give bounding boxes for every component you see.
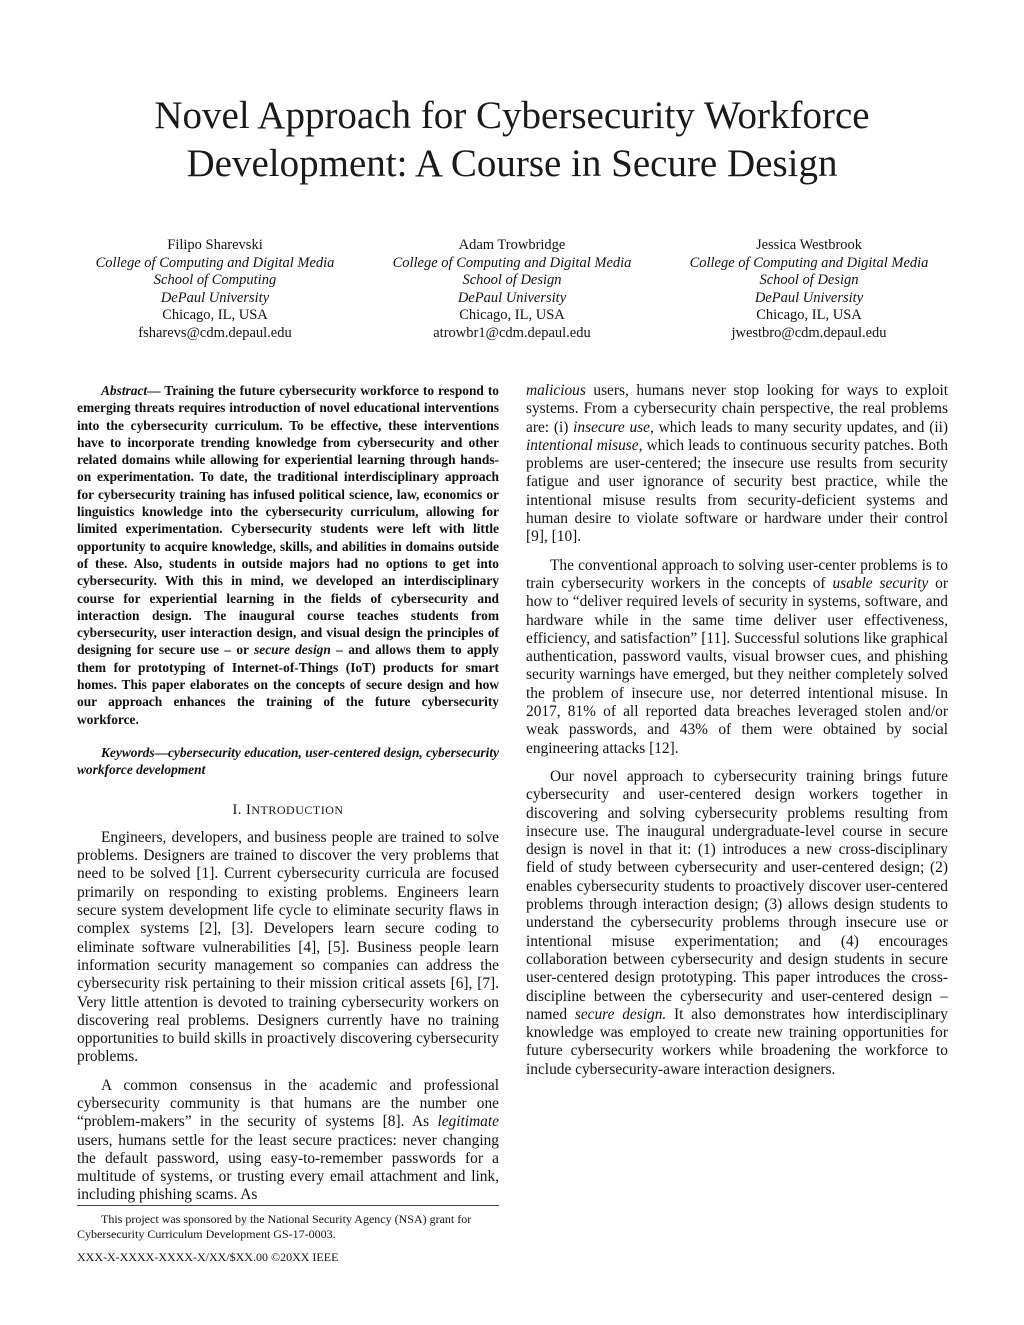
intro-p2-em2: malicious: [526, 382, 586, 399]
intro-p2-e: which leads to continuous security patches. Both problems are user-centered; the insecure use results from security fatigue and user ignorance of security best practice, while the intentional misuse results from security-deficient systems and human desire to violate software or hardware under their control [9], [10].: [526, 436, 948, 546]
author-college: College of Computing and Digital Media: [95, 254, 335, 271]
intro-p4-a: Our novel approach to cybersecurity training brings future cybersecurity and user-centered design workers together in discovering and solving cybersecurity problems resulting from insecure use. The inaugural undergraduate-level course in secure design is novel in that it: (1) introduces a new cross-disciplinary field of study between cybersecurity and user-centered design; (2) enables cybersecurity students to proactively discover user-centered problems through interaction design; (3) allows design students to understand the cybersecurity problems through insecure use or intentional misuse experimentation; and (4) encourages collaboration between cybersecurity and design students in secure user-centered design prototyping. This paper introduces the cross-discipline between the cybersecurity and user-centered design – named: [526, 767, 948, 1023]
paper-title: [100, 92, 924, 188]
section-number: I.: [232, 801, 242, 818]
abstract-dash: —: [147, 383, 165, 398]
author-location: Chicago, IL, USA: [459, 307, 565, 324]
author-1: [70, 237, 360, 343]
author-school: School of Design: [759, 272, 859, 289]
intro-paragraph-4: [526, 768, 948, 1079]
author-university: DePaul University: [457, 289, 567, 306]
author-school: School of Design: [462, 272, 562, 289]
intro-p3-em: usable security: [832, 574, 929, 592]
title-line-2: Development: A Course in Secure Design: [186, 142, 838, 185]
author-name: Filipo Sharevski: [167, 237, 263, 253]
author-college: College of Computing and Digital Media: [689, 254, 929, 271]
intro-p3-b: or how to “deliver required levels of security in systems, software, and hardware while in the same time deliver user effectiveness, efficiency, and satisfaction” [11]. Successful solutions like graphical authentication, password vaults, visual browser cues, and phishing security warnings have emerged, but they neither completely solved the problem of insecure use, nor deterred intentional misuse. In 2017, 81% of all reported data breaches leveraged stolen and/or weak passwords, and 43% of them were obtained by social engineering attacks [12].: [526, 574, 948, 757]
intro-p3-a: The conventional approach to solving user-center problems is to train cybersecurity workers in the concepts of: [526, 556, 948, 592]
section-title-rest: NTRODUCTION: [251, 802, 344, 817]
author-location: Chicago, IL, USA: [756, 307, 862, 324]
footnote-text: This project was sponsored by the National Security Agency (NSA) grant for Cybersecurity Curriculum Development GS-17-0003.: [77, 1212, 472, 1241]
abstract-text-b: – and allows them to apply them for prototyping of Internet-of-Things (IoT) products for smart homes. This paper elaborates on the concepts of secure design and how our approach enhances the training of the future cybersecurity workforce.: [77, 642, 499, 727]
keywords: Keywords—cybersecurity education, user-centered design, cybersecurity workforce development: [77, 744, 499, 778]
abstract: [77, 382, 499, 728]
intro-p4-b: It also demonstrates how interdisciplinary knowledge was employed to create new training opportunities for future cybersecurity workers while broadening the workforce to include cybersecurity-aware interaction designers.: [526, 1005, 948, 1078]
intro-p2-em4: intentional misuse,: [526, 436, 643, 454]
author-email: jwestbro@cdm.depaul.edu: [731, 324, 887, 341]
intro-p2-a: A common consensus in the academic and professional cybersecurity community is that humans are the number one “problem-makers” in the security of systems [8]. As: [77, 1076, 499, 1131]
intro-p2-d: which leads to many security updates, and (ii): [653, 418, 948, 436]
author-name: Adam Trowbridge: [458, 237, 566, 253]
left-column: [77, 382, 499, 1215]
author-2: [367, 237, 657, 343]
intro-p2-c: users, humans never stop looking for ways to exploit systems. From a cybersecurity chain perspective, the real problems are: (i): [526, 382, 948, 436]
intro-p4-em: secure design.: [574, 1005, 667, 1023]
author-university: DePaul University: [160, 289, 270, 306]
intro-p2-em3: insecure use,: [573, 418, 654, 436]
intro-p2-b: users, humans settle for the least secure practices: never changing the default password, using easy-to-remember passwords for a multitude of systems, or trusting every email attachment and link, including phishing scams. As: [77, 1131, 499, 1204]
author-university: DePaul University: [754, 289, 864, 306]
footnote-divider: [77, 1205, 499, 1206]
copyright-notice: XXX-X-XXXX-XXXX-X/XX/$XX.00 ©20XX IEEE: [77, 1250, 339, 1264]
author-college: College of Computing and Digital Media: [392, 254, 632, 271]
abstract-emphasis: secure design: [254, 642, 331, 658]
author-school: School of Computing: [153, 272, 277, 289]
author-block: [70, 237, 954, 343]
intro-p2-em1: legitimate: [437, 1113, 499, 1131]
footnote: [77, 1212, 499, 1241]
author-location: Chicago, IL, USA: [162, 307, 268, 324]
author-email: atrowbr1@cdm.depaul.edu: [433, 324, 591, 341]
section-heading-introduction: [77, 801, 499, 819]
title-line-1: Novel Approach for Cybersecurity Workforce: [154, 94, 870, 137]
intro-paragraph-2: [77, 1077, 499, 1205]
abstract-label: Abstract: [101, 383, 148, 398]
intro-paragraph-1: Engineers, developers, and business people are trained to solve problems. Designers are trained to discover the very problems that need to be solved [1]. Current cybersecurity curricula are focused primarily on responding to existing problems. Engineers learn secure system development life cycle to eliminate security flaws in complex systems [2], [3]. Developers learn secure coding to eliminate software vulnerabilities [4], [5]. Business people learn information security management so companies can address the cybersecurity risk pertaining to their mission critical assets [6], [7]. Very little attention is devoted to training cybersecurity workers on discovering real problems. Designers currently have no training opportunities to build skills in proactively discovering cybersecurity problems.: [77, 828, 499, 1066]
intro-paragraph-2-cont: [526, 382, 948, 547]
author-email: fsharevs@cdm.depaul.edu: [138, 324, 292, 341]
author-3: [664, 237, 954, 343]
right-column: [526, 382, 948, 1089]
abstract-text-a: Training the future cybersecurity workforce to respond to emerging threats requires introduction of novel educational interventions into the cybersecurity curriculum. To be effective, these interventions have to incorporate trending knowledge from cybersecurity and other related domains while allowing for experiential learning through hands-on experimentation. To date, the traditional interdisciplinary approach for cybersecurity training has infused political science, law, economics or linguistics knowledge into the cybersecurity curriculum, allowing for limited experimentation. Cybersecurity students were left with little opportunity to acquire knowledge, skills, and abilities in domains outside of these. Also, students in outside majors had no options to get into cybersecurity. With this in mind, we developed an interdisciplinary course for experiential learning in the fields of cybersecurity and interaction design. The inaugural course teaches students from cybersecurity, user interaction design, and visual design the principles of designing for secure use – or: [77, 383, 499, 658]
intro-paragraph-3: [526, 557, 948, 758]
section-title-initial: I: [246, 801, 252, 818]
author-name: Jessica Westbrook: [755, 237, 863, 253]
